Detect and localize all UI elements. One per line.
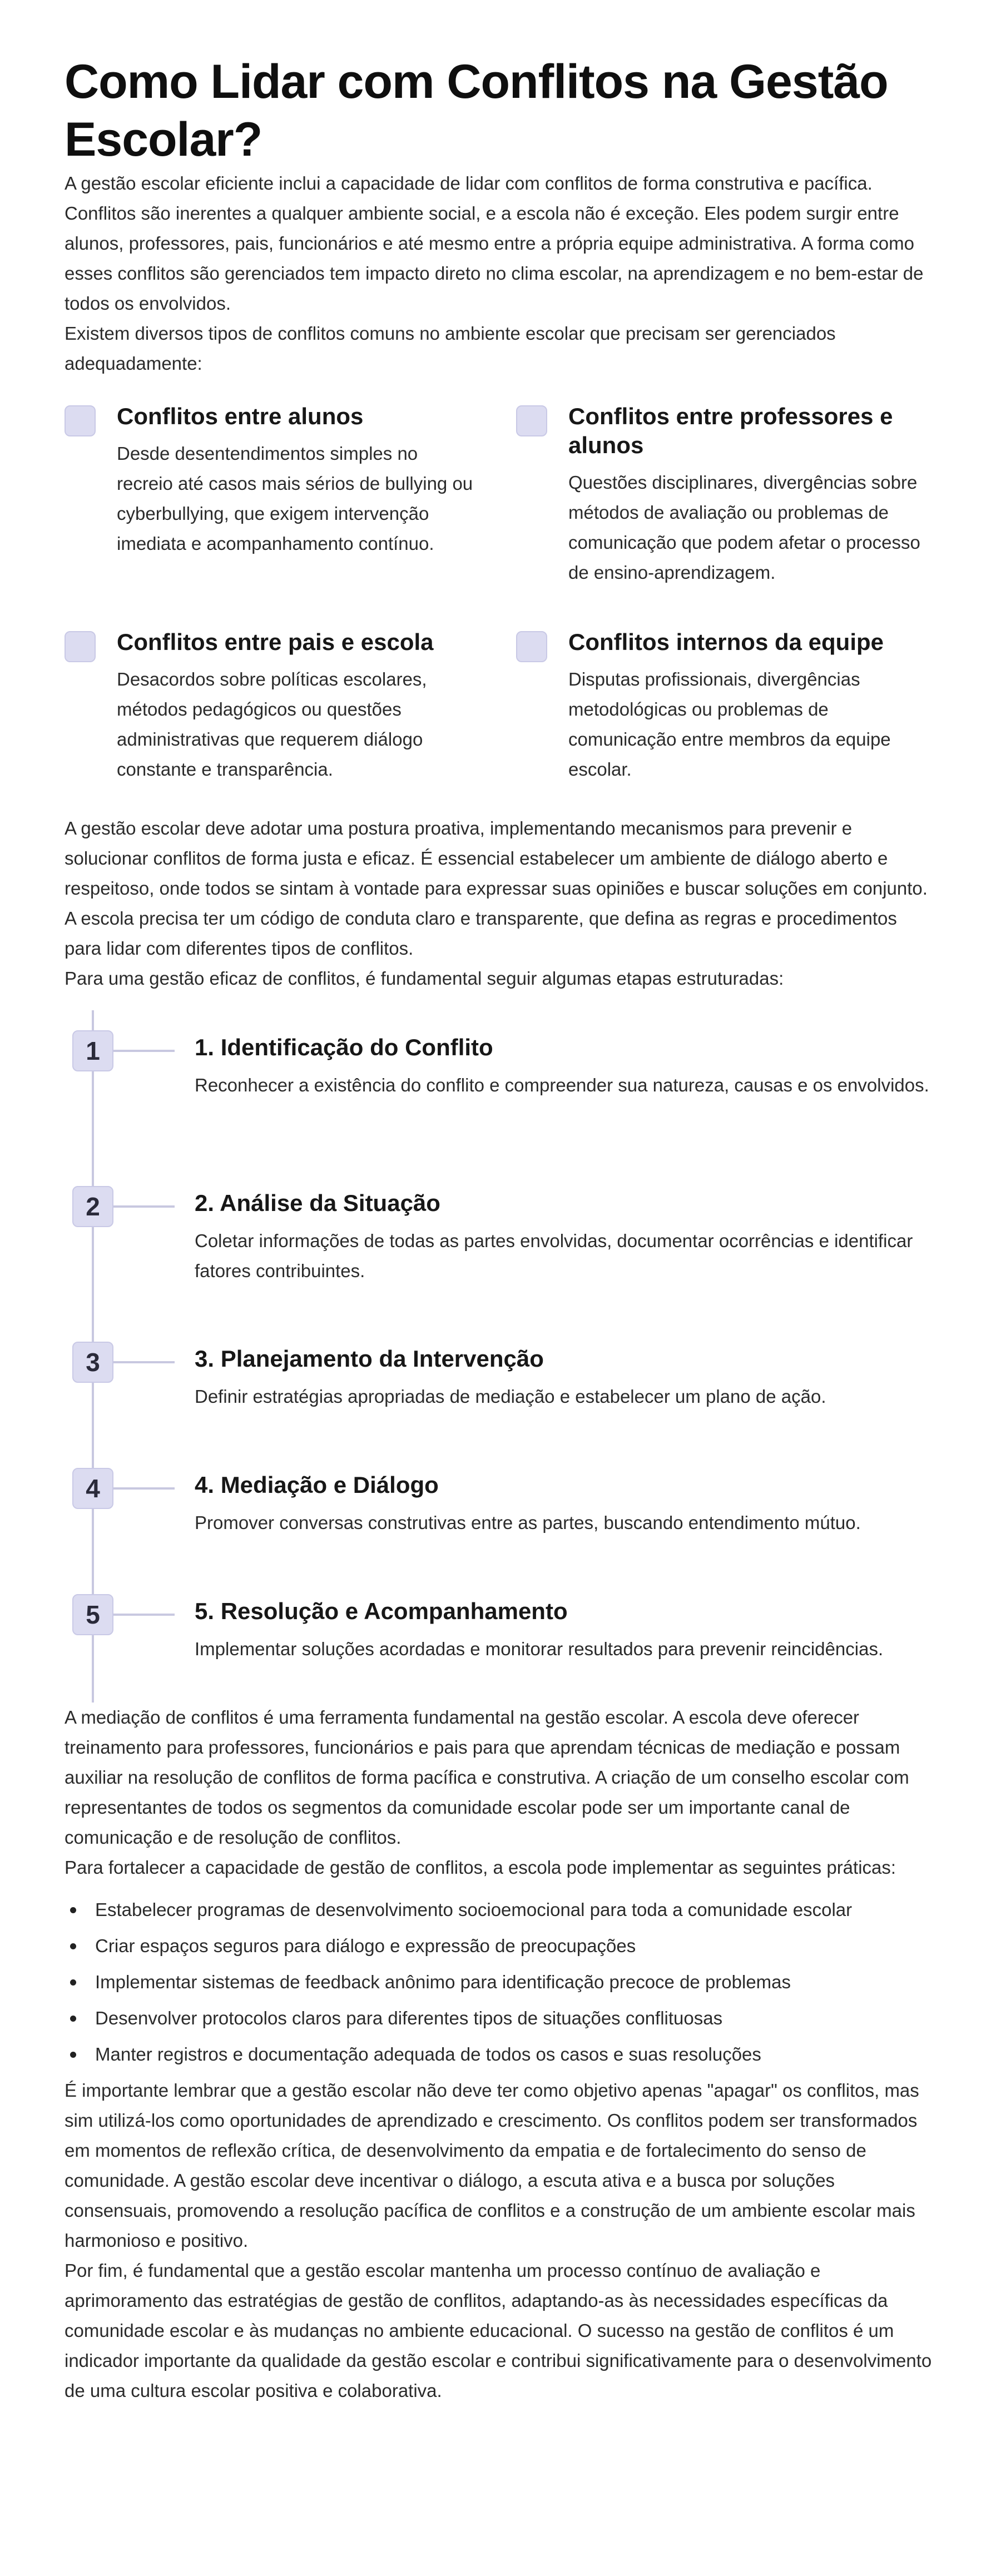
- step-number-badge: 5: [72, 1594, 113, 1635]
- step-title: 2. Análise da Situação: [195, 1190, 440, 1216]
- page-title: Como Lidar com Conflitos na Gestão Escolar?: [65, 55, 888, 166]
- step-connector: [113, 1614, 175, 1616]
- types-intro-paragraph: Existem diversos tipos de conflitos comuns no ambiente escolar que precisam ser gerenciados adequadamente:: [65, 323, 836, 374]
- step-description: Implementar soluções acordadas e monitorar resultados para prevenir reincidências.: [195, 1639, 884, 1659]
- list-item: Criar espaços seguros para diálogo e expressão de preocupações: [95, 1931, 938, 1961]
- conclusion-paragraph: Por fim, é fundamental que a gestão escolar mantenha um processo contínuo de avaliação e aprimoramento das estratégias de gestão de conflitos, adaptando-as às necessidades específicas da comunidade escolar e às mudanças no ambiente educacional. O sucesso na gestão de conflitos é um indicador importante da qualidade da gestão escolar e contribui significativamente para o desenvolvimento de uma cultura escolar positiva e colaborativa.: [65, 2260, 932, 2401]
- step-title: 4. Mediação e Diálogo: [195, 1472, 439, 1498]
- conflict-type-card: [65, 628, 476, 785]
- checkbox-icon: [516, 631, 547, 662]
- step-connector: [113, 1361, 175, 1363]
- proactive-paragraph: A gestão escolar deve adotar uma postura proativa, implementando mecanismos para prevenir e solucionar conflitos de forma justa e eficaz. É essencial estabelecer um ambiente de diálogo aberto e respeitoso, onde todos se sintam à vontade para expressar suas opiniões e buscar soluções em conjunto. A escola precisa ter um código de conduta claro e transparente, que defina as regras e procedimentos para lidar com diferentes tipos de conflitos.: [65, 818, 928, 959]
- card-title: Conflitos entre alunos: [117, 403, 364, 429]
- step-connector: [113, 1487, 175, 1490]
- practices-intro-paragraph: Para fortalecer a capacidade de gestão de conflitos, a escola pode implementar as seguintes práticas:: [65, 1857, 896, 1878]
- card-title: Conflitos entre professores e alunos: [568, 403, 893, 458]
- list-item: Manter registros e documentação adequada de todos os casos e suas resoluções: [95, 2039, 938, 2069]
- list-item: Estabelecer programas de desenvolvimento socioemocional para toda a comunidade escolar: [95, 1895, 938, 1925]
- step-title: 5. Resolução e Acompanhamento: [195, 1598, 568, 1624]
- step-description: Coletar informações de todas as partes envolvidas, documentar ocorrências e identificar fatores contribuintes.: [195, 1230, 913, 1281]
- card-title: Conflitos entre pais e escola: [117, 629, 434, 655]
- steps-timeline: [65, 1010, 938, 1703]
- conflict-type-card: [516, 628, 938, 785]
- card-description: Questões disciplinares, divergências sobre métodos de avaliação ou problemas de comunicação que podem afetar o processo de ensino-aprendizagem.: [568, 472, 920, 583]
- step-number-badge: 3: [72, 1342, 113, 1383]
- checkbox-icon: [65, 405, 96, 436]
- intro-paragraph: A gestão escolar eficiente inclui a capacidade de lidar com conflitos de forma construtiva e pacífica. Conflitos são inerentes a qualquer ambiente social, e a escola não é exceção. Eles podem surgir entre alunos, professores, pais, funcionários e até mesmo entre a própria equipe administrativa. A forma como esses conflitos são gerenciados tem impacto direto no clima escolar, na aprendizagem e no bem-estar de todos os envolvidos.: [65, 173, 924, 314]
- card-description: Disputas profissionais, divergências metodológicas ou problemas de comunicação entre membros da equipe escolar.: [568, 669, 891, 780]
- mediation-paragraph: A mediação de conflitos é uma ferramenta fundamental na gestão escolar. A escola deve oferecer treinamento para professores, funcionários e pais para que aprendam técnicas de mediação e possam auxiliar na resolução de conflitos de forma pacífica e construtiva. A criação de um conselho escolar com representantes de todos os segmentos da comunidade escolar pode ser um importante canal de comunicação e de resolução de conflitos.: [65, 1707, 909, 1848]
- conflict-type-card: [65, 402, 476, 559]
- step-number-badge: 1: [72, 1030, 113, 1071]
- card-description: Desde desentendimentos simples no recreio até casos mais sérios de bullying ou cyberbullying, que exigem intervenção imediata e acompanhamento contínuo.: [117, 443, 473, 554]
- step-description: Definir estratégias apropriadas de mediação e estabelecer um plano de ação.: [195, 1386, 826, 1407]
- card-description: Desacordos sobre políticas escolares, métodos pedagógicos ou questões administrativas que requerem diálogo constante e transparência.: [117, 669, 427, 780]
- card-title: Conflitos internos da equipe: [568, 629, 884, 655]
- list-item: Desenvolver protocolos claros para diferentes tipos de situações conflituosas: [95, 2003, 938, 2033]
- practices-list: [65, 1895, 938, 2069]
- step-number-badge: 2: [72, 1186, 113, 1227]
- checkbox-icon: [516, 405, 547, 436]
- step-connector: [113, 1205, 175, 1208]
- step-title: 3. Planejamento da Intervenção: [195, 1346, 544, 1372]
- conflict-types-grid: [65, 402, 938, 813]
- checkbox-icon: [65, 631, 96, 662]
- steps-intro-paragraph: Para uma gestão eficaz de conflitos, é fundamental seguir algumas etapas estruturadas:: [65, 968, 784, 989]
- step-description: Reconhecer a existência do conflito e compreender sua natureza, causas e os envolvidos.: [195, 1075, 929, 1095]
- step-connector: [113, 1050, 175, 1052]
- step-title: 1. Identificação do Conflito: [195, 1034, 493, 1060]
- list-item: Implementar sistemas de feedback anônimo para identificação precoce de problemas: [95, 1967, 938, 1997]
- step-number-badge: 4: [72, 1468, 113, 1509]
- reminder-paragraph: É importante lembrar que a gestão escolar não deve ter como objetivo apenas "apagar" os conflitos, mas sim utilizá-los como oportunidades de aprendizado e crescimento. Os conflitos podem ser transformados em momentos de reflexão crítica, de desenvolvimento da empatia e de fortalecimento do senso de comunidade. A gestão escolar deve incentivar o diálogo, a escuta ativa e a busca por soluções consensuais, promovendo a resolução pacífica de conflitos e a construção de um ambiente escolar mais harmonioso e positivo.: [65, 2080, 919, 2251]
- conflict-type-card: [516, 402, 938, 588]
- step-description: Promover conversas construtivas entre as partes, buscando entendimento mútuo.: [195, 1512, 861, 1533]
